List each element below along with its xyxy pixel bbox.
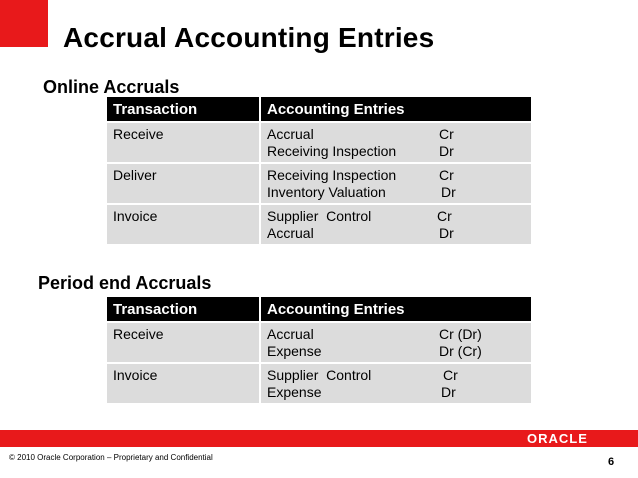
account-name: Expense: [267, 384, 322, 400]
brand-red-square: [0, 0, 48, 47]
debit-credit-side: Dr: [441, 184, 456, 200]
account-name: Accrual: [267, 225, 314, 241]
table-header-row: [107, 97, 531, 122]
table-header-row: [107, 297, 531, 322]
entries-cell: [260, 163, 531, 204]
table-row: [107, 322, 531, 363]
account-name: Expense: [267, 343, 322, 359]
debit-credit-side: Cr: [439, 126, 454, 142]
online-accruals-heading: Online Accruals: [43, 77, 180, 97]
transaction-header: Transaction: [107, 297, 260, 322]
account-name: Accrual: [267, 326, 314, 342]
online-accruals-table: [107, 97, 531, 244]
debit-credit-side: Dr: [439, 225, 454, 241]
debit-credit-side: Cr (Dr): [439, 326, 482, 342]
account-name: Supplier Control: [267, 367, 372, 383]
transaction-cell: Deliver: [107, 163, 260, 204]
table-row: [107, 163, 531, 204]
account-name: Accrual: [267, 126, 314, 142]
entries-cell: [260, 363, 531, 403]
debit-credit-side: Cr: [437, 208, 452, 224]
account-name: Receiving Inspection: [267, 143, 397, 159]
account-name: Supplier Control: [267, 208, 372, 224]
account-name: Inventory Valuation: [267, 184, 386, 200]
page-number: 6: [608, 456, 615, 468]
transaction-cell: Invoice: [107, 363, 260, 403]
accounting-entries-header: Accounting Entries: [260, 97, 531, 122]
transaction-cell: Invoice: [107, 204, 260, 244]
period-end-accruals-heading: Period end Accruals: [38, 273, 212, 293]
table-row: [107, 363, 531, 403]
debit-credit-side: Cr: [443, 367, 458, 383]
slide-title: Accrual Accounting Entries: [63, 22, 435, 53]
debit-credit-side: Dr (Cr): [439, 343, 482, 359]
oracle-logo: ORACLE: [527, 431, 588, 446]
account-name: Receiving Inspection: [267, 167, 397, 183]
table-row: [107, 122, 531, 163]
table-row: [107, 204, 531, 244]
transaction-cell: Receive: [107, 322, 260, 363]
transaction-header: Transaction: [107, 97, 260, 122]
entries-cell: [260, 204, 531, 244]
entries-cell: [260, 122, 531, 163]
debit-credit-side: Dr: [441, 384, 456, 400]
debit-credit-side: Cr: [439, 167, 454, 183]
transaction-cell: Receive: [107, 122, 260, 163]
entries-cell: [260, 322, 531, 363]
debit-credit-side: Dr: [439, 143, 454, 159]
period-end-accruals-table: [107, 297, 531, 403]
copyright-notice: © 2010 Oracle Corporation – Proprietary and Confidential: [9, 453, 213, 462]
accounting-entries-header: Accounting Entries: [260, 297, 531, 322]
